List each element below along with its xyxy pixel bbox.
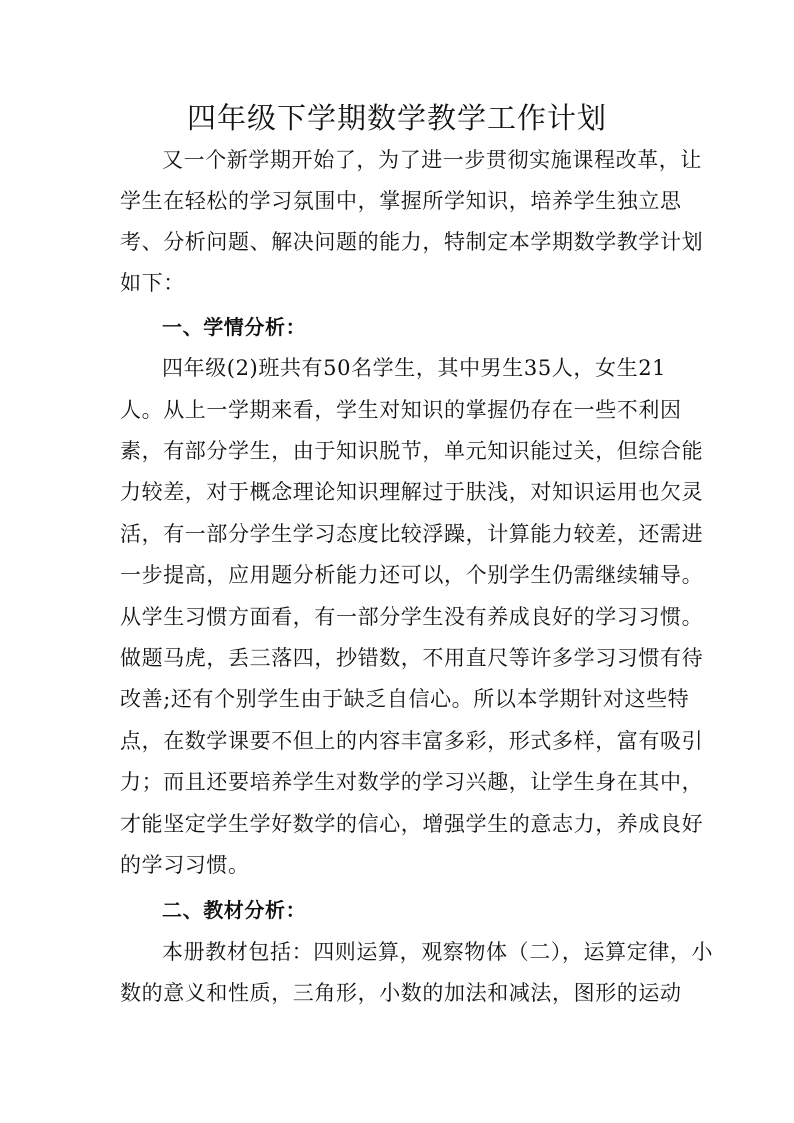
paragraph-line: 本册教材包括：四则运算，观察物体（二），运算定律，小: [162, 940, 714, 964]
intro-line: 学生在轻松的学习氛围中，掌握所学知识，培养学生独立思: [120, 189, 682, 213]
intro-line: 如下：: [120, 271, 185, 295]
paragraph-line: 力；而且还要培养学生对数学的学习兴趣，让学生身在其中，: [120, 770, 704, 794]
paragraph-line: 一步提高，应用题分析能力还可以，个别学生仍需继续辅导。: [120, 563, 704, 587]
document-title: 四年级下学期数学教学工作计划: [186, 101, 607, 135]
intro-line: 又一个新学期开始了，为了进一步贯彻实施课程改革，让: [162, 148, 702, 172]
paragraph-line: 人。从上一学期来看，学生对知识的掌握仍存在一些不利因: [120, 398, 682, 422]
section-heading-textbook-analysis: 二、教材分析：: [162, 898, 307, 922]
paragraph-line: 做题马虎，丢三落四，抄错数，不用直尺等许多学习习惯有待: [120, 646, 704, 670]
paragraph-line: 数的意义和性质，三角形，小数的加法和减法，图形的运动: [120, 981, 682, 1005]
paragraph-line: 素，有部分学生，由于知识脱节，单元知识能过关，但综合能: [120, 439, 704, 463]
paragraph-line: 四年级(2)班共有50名学生，其中男生35人，女生21: [162, 356, 667, 380]
paragraph-line: 点，在数学课要不但上的内容丰富多彩，形式多样，富有吸引: [120, 729, 704, 753]
paragraph-line: 改善;还有个别学生由于缺乏自信心。所以本学期针对这些特: [120, 687, 690, 711]
paragraph-line: 从学生习惯方面看，有一部分学生没有养成良好的学习习惯。: [120, 605, 704, 629]
section-heading-student-analysis: 一、学情分析：: [162, 315, 307, 339]
paragraph-line: 的学习习惯。: [120, 853, 250, 877]
paragraph-line: 才能坚定学生学好数学的信心，增强学生的意志力，养成良好: [120, 812, 704, 836]
paragraph-line: 活，有一部分学生学习态度比较浮躁，计算能力较差，还需进: [120, 522, 704, 546]
paragraph-line: 力较差，对于概念理论知识理解过于肤浅，对知识运用也欠灵: [120, 480, 704, 504]
intro-line: 考、分析问题、解决问题的能力，特制定本学期数学教学计划: [120, 230, 704, 254]
